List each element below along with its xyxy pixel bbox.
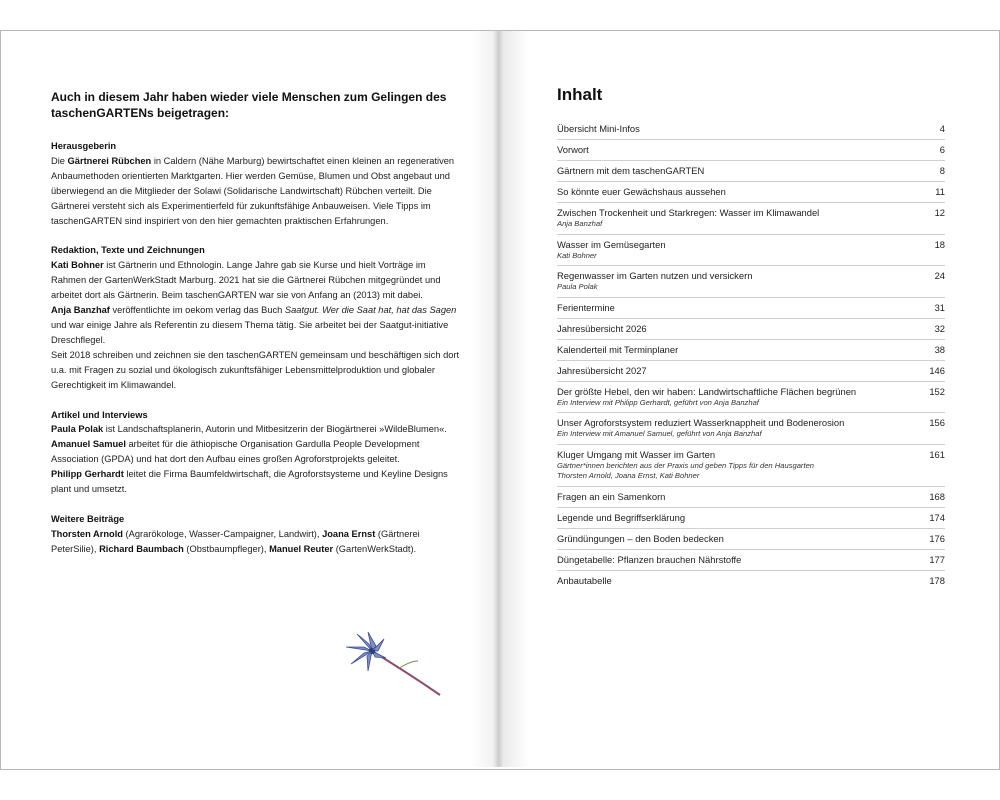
toc-page-number: 18 [934, 238, 945, 250]
section-redaktion [51, 243, 461, 392]
toc-entry-subtitle: Kati Bohner [557, 250, 597, 260]
toc-entry-title: Jahresübersicht 2027 [557, 364, 647, 376]
text-run: Die [51, 155, 68, 166]
toc-page-number: 11 [935, 186, 945, 197]
toc-entry-subtitle: Gärtner*innen berichten aus der Praxis und geben Tipps für den Hausgarten [557, 460, 815, 470]
person-name: Thorsten Arnold [51, 528, 123, 539]
toc-entry-subtitle: Ein Interview mit Philipp Gerhardt, geführt von Anja Banzhaf [557, 397, 759, 407]
toc-entry[interactable] [557, 575, 945, 587]
toc-entry-title: Übersicht Mini-Infos [557, 123, 640, 134]
bio-anja-banzhaf [51, 303, 461, 348]
toc-separator [557, 507, 945, 508]
toc-entry[interactable] [557, 207, 945, 230]
toc-page-number: 31 [934, 301, 945, 313]
toc-separator [557, 486, 945, 487]
section-title: Herausgeberin [51, 141, 117, 151]
toc-entry-title: Wasser im Gemüsegarten [557, 238, 666, 250]
credits-column [51, 89, 461, 572]
person-name: Richard Baumbach [99, 543, 184, 554]
text-run: (Gärtnerei PeterSilie), [51, 528, 420, 554]
section-title: Weitere Beiträge [51, 513, 125, 524]
toc-separator [557, 381, 945, 382]
toc-entry-title: Düngetabelle: Pflanzen brauchen Nährstoffe [557, 553, 742, 565]
toc-separator [557, 412, 945, 413]
person-name: Joana Ernst [322, 528, 376, 539]
toc-page-number: 4 [939, 123, 945, 134]
person-name: Anja Banzhaf [51, 305, 110, 316]
text-run: ist Gärtnerin und Ethnologin. Lange Jahre gab sie Kurse und hielt Vorträge im Rahmen der GartenWerkStadt Marburg. 2021 hat sie die Gärtnerei Rübchen mitgegründet und arbeitet dort als Gärtnerin. Beim taschenGARTEN war sie von Anfang an (2013) mit dabei. [51, 260, 441, 301]
toc-separator [557, 139, 945, 140]
table-of-contents [557, 123, 945, 587]
toc-separator [557, 549, 945, 550]
left-page [1, 31, 498, 767]
toc-entry[interactable] [557, 123, 945, 135]
book-gutter-shadow [470, 31, 530, 767]
person-name: Amanuel Samuel [51, 439, 126, 450]
toc-page-number: 8 [939, 165, 945, 176]
toc-separator [557, 160, 945, 161]
section-title: Redaktion, Texte und Zeichnungen [51, 245, 205, 256]
toc-entry-subtitle: Anja Banzhaf [557, 219, 603, 228]
bio-philipp-gerhardt [51, 467, 461, 497]
toc-entry-title: Gründüngungen – den Boden bedecken [557, 532, 724, 544]
toc-separator [557, 318, 945, 319]
bio-amanuel-samuel [51, 437, 461, 467]
toc-entry-subtitle: Paula Polak [557, 282, 598, 291]
toc-entry-title: Unser Agroforstsystem reduziert Wasserknappheit und Bodenerosion [557, 417, 845, 428]
toc-separator [557, 444, 945, 445]
toc-entry-title: Legende und Begriffserklärung [557, 511, 686, 523]
toc-entry-title: Kluger Umgang mit Wasser im Garten [557, 448, 716, 460]
toc-page-number: 6 [939, 144, 945, 155]
section-title: Artikel und Interviews [51, 409, 148, 420]
joint-paragraph: Seit 2018 schreiben und zeichnen sie den taschenGARTEN gemeinsam und beschäftigen sich dort u.a. mit Fragen zu sozial und ökologisch zukunftsfähiger Lebensmittelproduktion und globaler Gerechtigkeit im Klimawandel. [51, 349, 460, 390]
toc-entry[interactable] [557, 417, 945, 440]
toc-title: Inhalt [557, 85, 603, 104]
toc-entry[interactable] [557, 165, 945, 177]
toc-entry[interactable] [557, 533, 945, 545]
toc-entry-title: Vorwort [557, 144, 589, 155]
text-run: (Obstbaumpfleger), [183, 543, 270, 554]
toc-separator [557, 528, 945, 529]
toc-entry-title: Zwischen Trockenheit und Starkregen: Wasser im Klimawandel [557, 207, 820, 218]
credits-heading: Auch in diesem Jahr haben wieder viele Menschen zum Gelingen des taschenGARTENs beigetragen: [51, 90, 447, 120]
toc-entry-title: Anbautabelle [557, 574, 612, 586]
bio-paula-polak [51, 422, 461, 437]
toc-entry-title: Gärtnern mit dem taschenGARTEN [557, 165, 705, 176]
toc-entry-authors: Thorsten Arnold, Joana Ernst, Kati Bohner [557, 471, 700, 480]
text-run: leitet die Firma Baumfeldwirtschaft, die Agroforstsysteme und Keyline Designs plant und umsetzt. [51, 469, 448, 495]
text-run: und war einige Jahre als Referentin zu diesem Thema tätig. Sie arbeitet bei der Saatgut-initiative Dreschflegel. [51, 319, 449, 345]
toc-page-number: 178 [929, 574, 945, 586]
toc-separator [557, 297, 945, 298]
toc-entry[interactable] [557, 512, 945, 524]
toc-page-number: 161 [929, 448, 945, 460]
person-name: Kati Bohner [51, 260, 104, 271]
toc-entry-title: So könnte euer Gewächshaus aussehen [557, 186, 726, 197]
section-artikel [51, 408, 461, 497]
toc-page-number: 156 [929, 417, 945, 428]
toc-entry[interactable] [557, 144, 945, 156]
toc-entry[interactable] [557, 491, 945, 503]
toc-entry-subtitle: Ein Interview mit Amanuel Samuel, geführt von Anja Banzhaf [557, 429, 762, 438]
toc-page-number: 177 [929, 553, 945, 565]
toc-page-number: 146 [929, 364, 945, 376]
right-page [499, 31, 999, 767]
toc-separator [557, 202, 945, 203]
toc-entry[interactable] [557, 186, 945, 198]
toc-entry[interactable] [557, 554, 945, 566]
toc-separator [557, 265, 945, 266]
toc-entry-title: Kalenderteil mit Terminplaner [557, 343, 679, 355]
text-run: (GartenWerkStadt). [333, 543, 417, 554]
text-run: (Agrarökologe, Wasser-Campaigner, Landwirt), [122, 528, 323, 539]
toc-page-number: 12 [934, 207, 945, 218]
book-title: Saatgut. Wer die Saat hat, hat das Sagen [284, 305, 457, 316]
toc-entry[interactable] [557, 239, 945, 262]
toc-separator [557, 339, 945, 340]
toc-entry[interactable] [557, 365, 945, 377]
toc-page-number: 38 [934, 343, 945, 355]
contributors-paragraph [51, 527, 461, 557]
toc-entry[interactable] [557, 323, 945, 335]
toc-entry-title: Fragen an ein Samenkorn [557, 490, 666, 502]
toc-separator [557, 234, 945, 235]
toc-separator [557, 181, 945, 182]
toc-page-number: 152 [929, 385, 945, 397]
publisher-name: Gärtnerei Rübchen [67, 155, 152, 166]
section-weitere [51, 512, 461, 557]
toc-entry[interactable] [557, 386, 945, 409]
person-name: Philipp Gerhardt [51, 469, 124, 480]
bio-kati-bohner [51, 258, 461, 303]
toc-separator [557, 360, 945, 361]
text-run: veröffentlichte im oekom verlag das Buch [109, 305, 285, 316]
toc-entry[interactable] [557, 270, 945, 293]
publisher-paragraph [51, 154, 461, 229]
toc-separator [557, 570, 945, 571]
toc-entry-title: Jahresübersicht 2026 [557, 322, 647, 334]
text-run: in Caldern (Nähe Marburg) bewirtschaftet einen kleinen an regenerativen Anbaumethoden orientierten Marktgarten. Hier werden Gemüse, Blumen und Obst angebaut und überwiegend an die Mitglieder der Solawi (Solidarische Landwirtschaft) Rübchen verteilt. Die Gärtnerei versteht sich als Experimentierfeld für zukunftsfähige Anbauweisen. Viele Tipps im taschenGARTEN sind inspiriert von den hier gemachten praktischen Erfahrungen. [51, 155, 455, 226]
section-herausgeberin [51, 139, 461, 228]
flower-illustration [338, 631, 443, 701]
toc-entry[interactable] [557, 344, 945, 356]
toc-page-number: 176 [929, 532, 945, 544]
toc-page-number: 174 [929, 511, 945, 523]
toc-entry[interactable] [557, 302, 945, 314]
toc-entry-title: Regenwasser im Garten nutzen und versickern [557, 270, 753, 281]
toc-entry-title: Ferientermine [557, 301, 615, 313]
toc-page-number: 24 [934, 270, 945, 281]
toc-page-number: 168 [929, 490, 945, 502]
person-name: Paula Polak [51, 424, 104, 435]
text-run: ist Landschaftsplanerin, Autorin und Mitbesitzerin der Biogärtnerei »WildeBlumen«. [103, 424, 447, 435]
text-run: arbeitet für die äthiopische Organisation Gardulla People Development Association (GPDA) und hat dort den Aufbau eines großen Agroforstprojekts geleitet. [51, 439, 420, 465]
toc-entry-title: Der größte Hebel, den wir haben: Landwirtschaftliche Flächen begrünen [557, 385, 857, 397]
person-name: Manuel Reuter [269, 543, 334, 554]
toc-page-number: 32 [934, 322, 945, 334]
toc-entry[interactable] [557, 449, 945, 482]
